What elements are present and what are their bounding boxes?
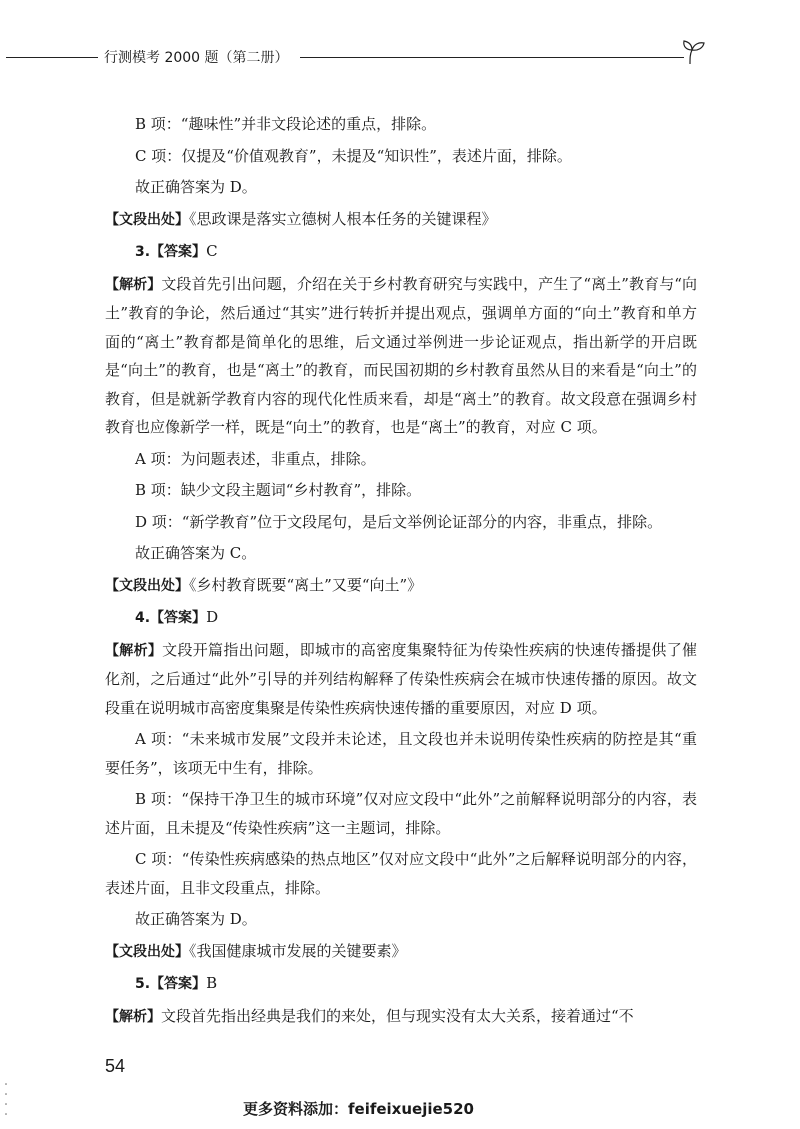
paragraph — [105, 845, 697, 902]
paragraph — [105, 785, 697, 842]
header-rule-right — [300, 57, 684, 58]
footer-contact-note: 更多资料添加：feifeixuejie520 — [243, 1100, 474, 1118]
paragraph-tag: 【文段出处】 — [105, 577, 189, 594]
paragraph — [105, 110, 697, 139]
paragraph-text: 文段开篇指出问题，即城市的高密度集聚特征为传染性疾病的快速传播提供了催化剂，之后通过“此外”引导的并列结构解释了传染性疾病会在城市快速传播的原因。故文段重在说明城市高密度集聚是传染性疾病快速传播的重要原因，对应 D 项。 — [105, 640, 697, 717]
paragraph-text: D — [206, 608, 219, 626]
paragraph — [105, 725, 697, 782]
paragraph — [105, 237, 697, 267]
paragraph — [105, 1002, 697, 1032]
paragraph-text: C — [206, 242, 218, 260]
header-rule-left — [6, 57, 98, 58]
paragraph-text: 《乡村教育既要“离土”又要“向土”》 — [189, 575, 423, 594]
paragraph-tag: 4.【答案】 — [135, 610, 207, 626]
answer-explanations — [105, 110, 697, 1034]
paragraph — [105, 603, 697, 633]
paragraph — [105, 937, 697, 967]
paragraph-tag: 3.【答案】 — [135, 244, 207, 260]
paragraph-text: 故正确答案为 D。 — [135, 178, 257, 196]
paragraph-text: A 项：为问题表述，非重点，排除。 — [135, 449, 376, 468]
paragraph-text: C 项：仅提及“价值观教育”，未提及“知识性”，表述片面，排除。 — [135, 146, 572, 165]
paragraph-tag: 【文段出处】 — [105, 943, 189, 960]
paragraph-text: 《思政课是落实立德树人根本任务的关键课程》 — [189, 209, 497, 228]
paragraph — [105, 539, 697, 568]
sprout-icon — [680, 38, 708, 66]
paragraph-tag: 【解析】 — [105, 276, 162, 293]
scan-margin-marks — [4, 1080, 8, 1120]
paragraph-text: 故正确答案为 C。 — [135, 544, 257, 562]
paragraph — [105, 571, 697, 601]
paragraph — [105, 205, 697, 235]
page-header — [0, 44, 800, 70]
paragraph-text: 文段首先指出经典是我们的来处，但与现实没有太大关系，接着通过“不 — [161, 1006, 634, 1025]
paragraph — [105, 142, 697, 171]
paragraph-tag: 【文段出处】 — [105, 211, 189, 228]
paragraph-text: B — [206, 974, 218, 992]
paragraph — [105, 173, 697, 202]
paragraph-text: 文段首先引出问题，介绍在关于乡村教育研究与实践中，产生了“离土”教育与“向土”教育的争论，然后通过“其实”进行转折并提出观点，强调单方面的“向土”教育和单方面的“离土”教育都是简单化的思维，后文通过举例进一步论证观点，指出新学的开启既是“向土”的教育，也是“离土”的教育，而民国初期的乡村教育虽然从目的来看是“向土”的教育，但是就新学教育内容的现代化性质来看，却是“离土”的教育。故文段意在强调乡村教育也应像新学一样，既是“向土”的教育，也是“离土”的教育，对应 C 项。 — [105, 274, 698, 436]
paragraph-text: 《我国健康城市发展的关键要素》 — [189, 941, 407, 960]
paragraph-text: B 项：“趣味性”并非文段论述的重点，排除。 — [135, 115, 437, 133]
paragraph-text: B 项：“保持干净卫生的城市环境”仅对应文段中“此外”之前解释说明部分的内容，表述片面，且未提及“传染性疾病”这一主题词，排除。 — [105, 790, 697, 837]
paragraph — [105, 636, 697, 723]
paragraph-tag: 5.【答案】 — [135, 976, 207, 992]
paragraph — [105, 476, 697, 505]
paragraph-text: D 项：“新学教育”位于文段尾句，是后文举例论证部分的内容，非重点，排除。 — [135, 512, 663, 531]
paragraph-text: A 项：“未来城市发展”文段并未论述，且文段也并未说明传染性疾病的防控是其“重要任务”，该项无中生有，排除。 — [105, 730, 697, 777]
paragraph — [105, 270, 697, 442]
paragraph-text: C 项：“传染性疾病感染的热点地区”仅对应文段中“此外”之后解释说明部分的内容，表述片面，且非文段重点，排除。 — [105, 850, 697, 897]
paragraph-text: 故正确答案为 D。 — [135, 910, 257, 928]
paragraph — [105, 969, 697, 999]
paragraph — [105, 508, 697, 537]
running-title: 行测模考 2000 题（第二册） — [104, 50, 289, 66]
paragraph-text: B 项：缺少文段主题词“乡村教育”，排除。 — [135, 481, 422, 499]
paragraph — [105, 905, 697, 934]
paragraph — [105, 445, 697, 474]
paragraph-tag: 【解析】 — [105, 1008, 161, 1025]
paragraph-tag: 【解析】 — [105, 642, 163, 659]
page-number: 54 — [105, 1056, 126, 1076]
